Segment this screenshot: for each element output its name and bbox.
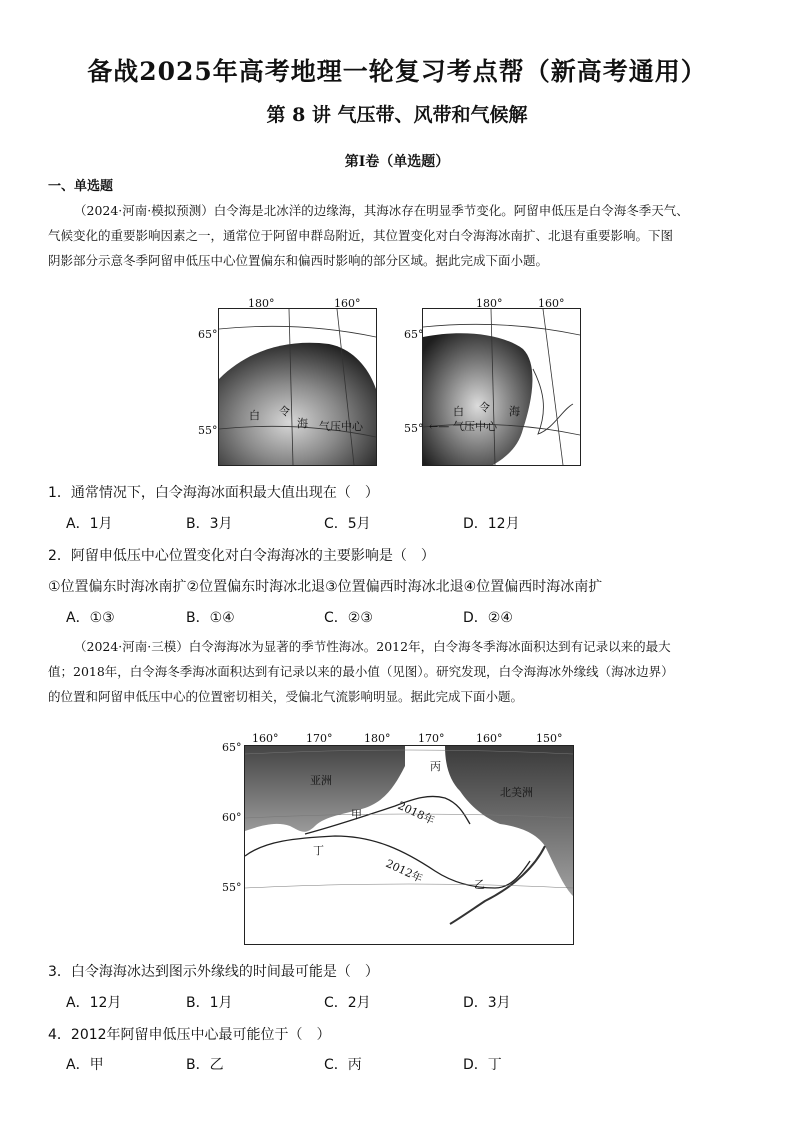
question-1-option-a[interactable]: A．1月	[66, 516, 113, 532]
sea-char: 白	[453, 405, 464, 418]
lon-label: 170°	[306, 732, 333, 745]
lon-label: 180°	[476, 297, 503, 310]
pressure-center-label: 气压中心	[319, 420, 363, 433]
sea-char: 令	[279, 405, 290, 418]
question-4-option-a[interactable]: A．甲	[66, 1057, 104, 1073]
lecture-subtitle: 第 8 讲 气压带、风带和气候解	[266, 104, 528, 126]
map-right-pressure-west	[422, 308, 581, 466]
lat-label: 65°	[198, 328, 218, 341]
lat-label: 55°	[404, 422, 424, 435]
map-left-pressure-east	[218, 308, 377, 466]
lat-label: 55°	[198, 424, 218, 437]
point-bing: 丙	[430, 760, 441, 773]
lon-label: 160°	[252, 732, 279, 745]
pressure-center-label: 气压中心	[453, 420, 497, 433]
pressure-shade-area	[219, 343, 376, 465]
question-3-option-c[interactable]: C．2月	[324, 995, 371, 1011]
question-3-option-d[interactable]: D．3月	[463, 995, 511, 1011]
question-1-option-c[interactable]: C．5月	[324, 516, 371, 532]
label-2018: 2018年	[395, 798, 437, 828]
passage-1-line: （2024·河南·模拟预测）白令海是北冰洋的边缘海，其海冰存在明显季节变化。阿留申低压是白令海冬季天气、	[74, 203, 689, 218]
arrow-west-icon: ←—	[429, 420, 450, 433]
point-yi: 乙	[474, 878, 485, 891]
north-america-landmass	[445, 746, 573, 896]
passage-2-line: 值；2018年，白令海冬季海冰面积达到有记录以来的最小值（见图）。研究发现，白令海海冰外缘线（海冰边界）	[48, 664, 674, 679]
point-ding: 丁	[313, 844, 324, 857]
volume-heading: 第Ⅰ卷（单选题）	[344, 154, 450, 170]
lat-label: 65°	[404, 328, 424, 341]
point-jia: 甲	[351, 808, 362, 821]
section-heading: 一、单选题	[48, 179, 114, 194]
lon-label: 160°	[334, 297, 361, 310]
question-3-stem: 3．白令海海冰达到图示外缘线的时间最可能是（ ）	[48, 964, 379, 980]
passage-2-line: 的位置和阿留申低压中心的位置密切相关，受偏北气流影响明显。据此完成下面小题。	[48, 689, 524, 704]
passage-1	[48, 198, 748, 273]
sea-char: 海	[297, 417, 308, 430]
question-2-stem: 2．阿留申低压中心位置变化对白令海海冰的主要影响是（ ）	[48, 548, 435, 564]
sea-char: 令	[479, 401, 490, 414]
question-1-stem: 1．通常情况下，白令海海冰面积最大值出现在（ ）	[48, 485, 379, 501]
sea-char: 白	[249, 409, 260, 422]
question-4-option-c[interactable]: C．丙	[324, 1057, 362, 1073]
lon-label: 180°	[248, 297, 275, 310]
question-1-option-d[interactable]: D．12月	[463, 516, 520, 532]
question-2-statements: ①位置偏东时海冰南扩②位置偏东时海冰北退③位置偏西时海冰北退④位置偏西时海冰南扩	[48, 579, 603, 595]
document-title: 备战2025年高考地理一轮复习考点帮（新高考通用）	[87, 57, 707, 86]
passage-1-line: 阴影部分示意冬季阿留申低压中心位置偏东和偏西时影响的部分区域。据此完成下面小题。	[48, 253, 549, 268]
passage-2-line: （2024·河南·三模）白令海海冰为显著的季节性海冰。2012年，白令海冬季海冰面积达到有记录以来的最大	[74, 639, 671, 654]
lon-label: 160°	[538, 297, 565, 310]
map-sea-ice-extent	[244, 745, 574, 945]
question-2-option-a[interactable]: A．①③	[66, 610, 115, 626]
passage-1-line: 气候变化的重要影响因素之一，通常位于阿留申群岛附近，其位置变化对白令海海冰南扩、北退有重要影响。下图	[48, 228, 674, 243]
question-4-stem: 4．2012年阿留申低压中心最可能位于（ ）	[48, 1027, 331, 1043]
asia-landmass	[245, 746, 405, 832]
pressure-shade-area	[423, 333, 532, 465]
lat-label: 55°	[222, 881, 242, 894]
question-2-option-c[interactable]: C．②③	[324, 610, 373, 626]
lon-label: 150°	[536, 732, 563, 745]
question-2-option-d[interactable]: D．②④	[463, 610, 513, 626]
asia-label: 亚洲	[310, 774, 332, 787]
question-3-option-b[interactable]: B．1月	[186, 995, 233, 1011]
passage-2	[48, 634, 748, 709]
question-1-option-b[interactable]: B．3月	[186, 516, 233, 532]
lon-label: 160°	[476, 732, 503, 745]
lon-label: 170°	[418, 732, 445, 745]
label-2012: 2012年	[383, 856, 425, 886]
lon-label: 180°	[364, 732, 391, 745]
question-4-option-d[interactable]: D．丁	[463, 1057, 502, 1073]
north-america-label: 北美洲	[500, 786, 533, 799]
lat-label: 65°	[222, 741, 242, 754]
question-4-option-b[interactable]: B．乙	[186, 1057, 224, 1073]
sea-char: 海	[509, 405, 520, 418]
question-2-option-b[interactable]: B．①④	[186, 610, 235, 626]
lat-label: 60°	[222, 811, 242, 824]
question-3-option-a[interactable]: A．12月	[66, 995, 122, 1011]
